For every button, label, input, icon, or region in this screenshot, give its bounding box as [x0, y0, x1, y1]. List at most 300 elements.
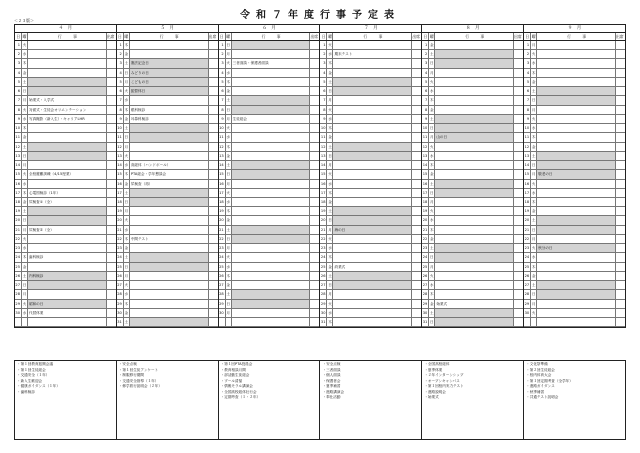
attendance-cell [616, 124, 625, 132]
col-events: 行 事 [130, 33, 209, 40]
weekday: 金 [429, 106, 435, 114]
attendance-cell [616, 170, 625, 178]
day-row [320, 226, 421, 235]
attendance-cell [209, 50, 218, 58]
day-row [117, 272, 218, 281]
day-row [15, 124, 116, 133]
event-text [537, 207, 616, 215]
weekday: 月 [22, 161, 28, 169]
event-text [232, 170, 311, 178]
month-column [422, 25, 524, 327]
attendance-cell [209, 69, 218, 77]
day-number: 15 [15, 170, 22, 178]
day-number: 20 [117, 216, 124, 224]
day-number: 4 [117, 69, 124, 77]
attendance-cell [209, 318, 218, 326]
attendance-cell [209, 106, 218, 114]
column-headers [422, 33, 523, 41]
weekday: 火 [124, 281, 130, 289]
attendance-cell [616, 50, 625, 58]
weekday: 日 [429, 189, 435, 197]
attendance-cell [412, 290, 421, 298]
event-text [435, 207, 514, 215]
month-header: ５ 月 [117, 25, 218, 33]
attendance-cell [209, 96, 218, 104]
event-text [232, 87, 311, 95]
attendance-cell [514, 87, 523, 95]
weekday: 土 [429, 244, 435, 252]
weekday: 土 [124, 189, 130, 197]
attendance-cell [412, 78, 421, 86]
day-number: 6 [524, 87, 531, 95]
day-number: 12 [422, 143, 429, 151]
day-row [15, 41, 116, 50]
weekday: 日 [531, 161, 537, 169]
day-row [524, 216, 625, 225]
weekday: 木 [226, 207, 232, 215]
day-row [15, 300, 116, 309]
attendance-cell [209, 78, 218, 86]
attendance-cell [514, 143, 523, 151]
day-number: 10 [15, 124, 22, 132]
attendance-cell [616, 78, 625, 86]
event-text [537, 143, 616, 151]
note-item: ・第１回定期考査（全学年） [526, 378, 573, 383]
day-row [320, 78, 421, 87]
day-row [219, 207, 320, 216]
attendance-cell [514, 189, 523, 197]
day-number: 13 [219, 152, 226, 160]
note-item: ・全国高校総体壮行会 [220, 389, 257, 394]
day-number: 17 [320, 189, 327, 197]
calendar-table [14, 24, 626, 328]
day-row [15, 161, 116, 170]
day-number: 10 [117, 124, 124, 132]
month-header: ８ 月 [422, 25, 523, 33]
weekday: 木 [531, 69, 537, 77]
day-number: 29 [422, 300, 429, 308]
attendance-cell [616, 106, 625, 114]
day-row [117, 96, 218, 105]
col-weekday: 曜 [531, 34, 536, 39]
attendance-cell [616, 59, 625, 67]
day-row [320, 143, 421, 152]
day-number: 1 [219, 41, 226, 49]
weekday: 水 [226, 263, 232, 271]
day-number: 3 [117, 59, 124, 67]
day-number: 12 [320, 143, 327, 151]
attendance-cell [514, 69, 523, 77]
day-row [117, 198, 218, 207]
weekday: 土 [327, 207, 333, 215]
notes-column [422, 361, 524, 439]
day-row [422, 198, 523, 207]
event-text [232, 300, 311, 308]
note-item: ・定期考査（１・２年） [220, 395, 261, 399]
event-text [435, 161, 514, 169]
col-weekday: 曜 [226, 34, 231, 39]
day-row [15, 115, 116, 124]
weekday: 月 [226, 180, 232, 188]
day-number: 7 [219, 96, 226, 104]
day-number [15, 318, 22, 326]
attendance-cell [310, 272, 319, 280]
event-text [130, 263, 209, 271]
day-number: 23 [320, 244, 327, 252]
attendance-cell [209, 170, 218, 178]
note-item: ・交通安全（１年） [17, 373, 50, 377]
day-number: 31 [320, 318, 327, 326]
weekday: 水 [327, 180, 333, 188]
day-row [422, 253, 523, 262]
event-text: 生徒総会 [232, 115, 311, 123]
attendance-cell [209, 253, 218, 261]
event-text [232, 133, 311, 141]
event-text [333, 281, 412, 289]
day-number: 30 [320, 309, 327, 317]
weekday: 金 [429, 170, 435, 178]
event-text [130, 226, 209, 234]
attendance-cell [310, 300, 319, 308]
attendance-cell [107, 96, 116, 104]
day-row [219, 41, 320, 50]
attendance-cell [209, 290, 218, 298]
day-number: 21 [524, 226, 531, 234]
note-item: ・個人面談 [322, 373, 341, 377]
day-number: 25 [219, 263, 226, 271]
event-text: 敬老の日 [537, 170, 616, 178]
day-number: 26 [219, 272, 226, 280]
day-row [524, 235, 625, 244]
weekday: 金 [429, 235, 435, 243]
weekday: 木 [124, 106, 130, 114]
weekday: 水 [124, 290, 130, 298]
day-number: 15 [117, 170, 124, 178]
event-text [537, 59, 616, 67]
event-text [435, 59, 514, 67]
note-item: ・奉仕活動 [322, 395, 341, 399]
day-row [422, 290, 523, 299]
weekday: 火 [124, 152, 130, 160]
weekday: 火 [226, 253, 232, 261]
attendance-cell [514, 216, 523, 224]
weekday: 水 [124, 96, 130, 104]
event-text [333, 170, 412, 178]
weekday: 月 [124, 207, 130, 215]
weekday: 日 [226, 235, 232, 243]
note-item: ・夏季休業 [424, 367, 443, 372]
event-text [537, 198, 616, 206]
day-number: 3 [15, 59, 22, 67]
note-item: ・夏季補習 [322, 384, 341, 388]
col-weekday: 曜 [328, 34, 332, 39]
attendance-cell [310, 78, 319, 86]
attendance-cell [209, 235, 218, 243]
attendance-cell [310, 263, 319, 271]
note-item: ・安全点検 [322, 362, 341, 366]
attendance-cell [514, 244, 523, 252]
attendance-cell [310, 253, 319, 261]
event-text [435, 309, 514, 317]
attendance-cell [107, 50, 116, 58]
day-row [524, 189, 625, 198]
day-number: 4 [219, 69, 226, 77]
attendance-cell [107, 244, 116, 252]
day-row [524, 133, 625, 142]
event-text: 尿検査（再） [130, 180, 209, 188]
event-text: 海の日 [333, 226, 412, 234]
day-number: 6 [320, 87, 327, 95]
weekday: 金 [226, 152, 232, 160]
day-number: 25 [422, 263, 429, 271]
column-headers [320, 33, 421, 41]
day-row [15, 87, 116, 96]
day-row [524, 69, 625, 78]
weekday: 金 [124, 115, 130, 123]
weekday: 水 [22, 180, 28, 188]
weekday: 月 [429, 263, 435, 271]
day-number: 4 [15, 69, 22, 77]
day-number: 18 [422, 198, 429, 206]
day-row [219, 272, 320, 281]
day-row [320, 87, 421, 96]
day-number: 14 [117, 161, 124, 169]
weekday: 木 [226, 143, 232, 151]
day-number: 26 [320, 272, 327, 280]
day-number: 15 [219, 170, 226, 178]
day-row [422, 318, 523, 327]
weekday: 日 [226, 300, 232, 308]
event-text [28, 216, 107, 224]
day-row [219, 78, 320, 87]
note-item: ・修学旅行説明会（２年） [118, 384, 162, 388]
attendance-cell [616, 300, 625, 308]
attendance-cell [514, 152, 523, 160]
event-text [232, 309, 311, 317]
weekday: 火 [327, 235, 333, 243]
col-attendance: 出席 [106, 34, 115, 39]
col-day: 日 [423, 34, 428, 39]
day-number: 10 [524, 124, 531, 132]
day-number: 29 [117, 300, 124, 308]
event-text [28, 235, 107, 243]
weekday: 木 [327, 59, 333, 67]
attendance-cell [209, 226, 218, 234]
weekday: 水 [327, 50, 333, 58]
day-number: 14 [524, 161, 531, 169]
attendance-cell [412, 152, 421, 160]
day-row [320, 189, 421, 198]
attendance-cell [310, 50, 319, 58]
attendance-cell [310, 96, 319, 104]
day-row [422, 226, 523, 235]
attendance-cell [107, 226, 116, 234]
day-number: 17 [117, 189, 124, 197]
attendance-cell [412, 69, 421, 77]
day-row [422, 207, 523, 216]
event-text [130, 318, 209, 326]
attendance-cell [107, 180, 116, 188]
weekday: 月 [327, 161, 333, 169]
day-row [422, 180, 523, 189]
attendance-cell [209, 161, 218, 169]
weekday: 土 [22, 143, 28, 151]
event-text [435, 180, 514, 188]
event-text [435, 253, 514, 261]
day-number: 23 [219, 244, 226, 252]
event-text [537, 318, 616, 326]
weekday: 金 [327, 263, 333, 271]
attendance-cell [209, 152, 218, 160]
day-number: 24 [15, 253, 22, 261]
attendance-cell [310, 235, 319, 243]
attendance-cell [310, 281, 319, 289]
attendance-cell [107, 78, 116, 86]
event-text [333, 216, 412, 224]
weekday: 木 [531, 133, 537, 141]
weekday: 土 [327, 78, 333, 86]
weekday: 火 [429, 143, 435, 151]
event-text [435, 41, 514, 49]
attendance-cell [310, 152, 319, 160]
event-text [232, 253, 311, 261]
weekday: 月 [327, 226, 333, 234]
event-text [537, 180, 616, 188]
column-headers [219, 33, 320, 41]
event-text [232, 207, 311, 215]
note-item: ・保護者会 [322, 378, 341, 383]
weekday: 金 [531, 207, 537, 215]
attendance-cell [209, 198, 218, 206]
day-row [524, 244, 625, 253]
day-number: 18 [117, 198, 124, 206]
day-number: 11 [422, 133, 429, 141]
event-text [537, 87, 616, 95]
event-text [232, 69, 311, 77]
event-text [537, 78, 616, 86]
attendance-cell [514, 281, 523, 289]
weekday: 金 [226, 281, 232, 289]
attendance-cell [412, 198, 421, 206]
weekday: 火 [327, 300, 333, 308]
event-text [435, 96, 514, 104]
attendance-cell [107, 161, 116, 169]
weekday: 月 [124, 143, 130, 151]
weekday: 土 [226, 161, 232, 169]
day-number: 5 [15, 78, 22, 86]
day-number: 21 [422, 226, 429, 234]
day-row [219, 226, 320, 235]
weekday: 金 [22, 198, 28, 206]
event-text [537, 96, 616, 104]
month-header: ６ 月 [219, 25, 320, 33]
event-text [232, 244, 311, 252]
day-row [422, 87, 523, 96]
day-number: 8 [524, 106, 531, 114]
day-number: 21 [219, 226, 226, 234]
day-number: 14 [15, 161, 22, 169]
attendance-cell [209, 281, 218, 289]
month-header: ７ 月 [320, 25, 421, 33]
attendance-cell [209, 272, 218, 280]
attendance-cell [310, 106, 319, 114]
attendance-cell [412, 189, 421, 197]
attendance-cell [107, 309, 116, 317]
weekday: 金 [124, 180, 130, 188]
day-row [320, 207, 421, 216]
day-number: 25 [524, 263, 531, 271]
notes-section [14, 360, 626, 440]
note-item: ・共通テスト説明会 [526, 395, 559, 399]
day-row [117, 318, 218, 327]
attendance-cell [616, 281, 625, 289]
attendance-cell [412, 318, 421, 326]
weekday: 水 [22, 115, 28, 123]
day-row [422, 272, 523, 281]
attendance-cell [310, 198, 319, 206]
event-text [537, 281, 616, 289]
col-day: 日 [118, 34, 122, 39]
weekday: 日 [124, 198, 130, 206]
note-item: ・進路説明会 [424, 389, 446, 394]
weekday: 日 [226, 106, 232, 114]
day-number: 2 [320, 50, 327, 58]
weekday: 金 [327, 198, 333, 206]
day-number: 12 [219, 143, 226, 151]
day-row [422, 161, 523, 170]
day-row [117, 281, 218, 290]
page-title: 令和７年度行事予定表 [240, 10, 400, 21]
event-text [333, 106, 412, 114]
day-number: 30 [524, 309, 531, 317]
attendance-cell [514, 180, 523, 188]
weekday: 月 [429, 69, 435, 77]
event-text [232, 96, 311, 104]
day-number: 21 [15, 226, 22, 234]
event-text [333, 244, 412, 252]
day-row [422, 235, 523, 244]
month-column [320, 25, 422, 327]
attendance-cell [209, 300, 218, 308]
weekday: 月 [327, 96, 333, 104]
day-row [15, 216, 116, 225]
weekday: 木 [531, 263, 537, 271]
day-row [524, 41, 625, 50]
event-text [537, 152, 616, 160]
event-text [232, 180, 311, 188]
col-weekday: 曜 [124, 34, 129, 39]
weekday: 木 [327, 318, 333, 326]
event-text [333, 198, 412, 206]
day-number: 11 [15, 133, 22, 141]
event-text [537, 216, 616, 224]
day-row [15, 226, 116, 235]
weekday: 木 [124, 300, 130, 308]
attendance-cell [107, 235, 116, 243]
day-row [524, 87, 625, 96]
attendance-cell [616, 226, 625, 234]
col-events: 行 事 [333, 33, 412, 40]
day-row [320, 69, 421, 78]
day-number: 5 [524, 78, 531, 86]
event-text [232, 216, 311, 224]
day-number: 27 [117, 281, 124, 289]
day-row [117, 152, 218, 161]
event-text [435, 124, 514, 132]
day-row [15, 152, 116, 161]
day-row [219, 235, 320, 244]
event-text [333, 78, 412, 86]
